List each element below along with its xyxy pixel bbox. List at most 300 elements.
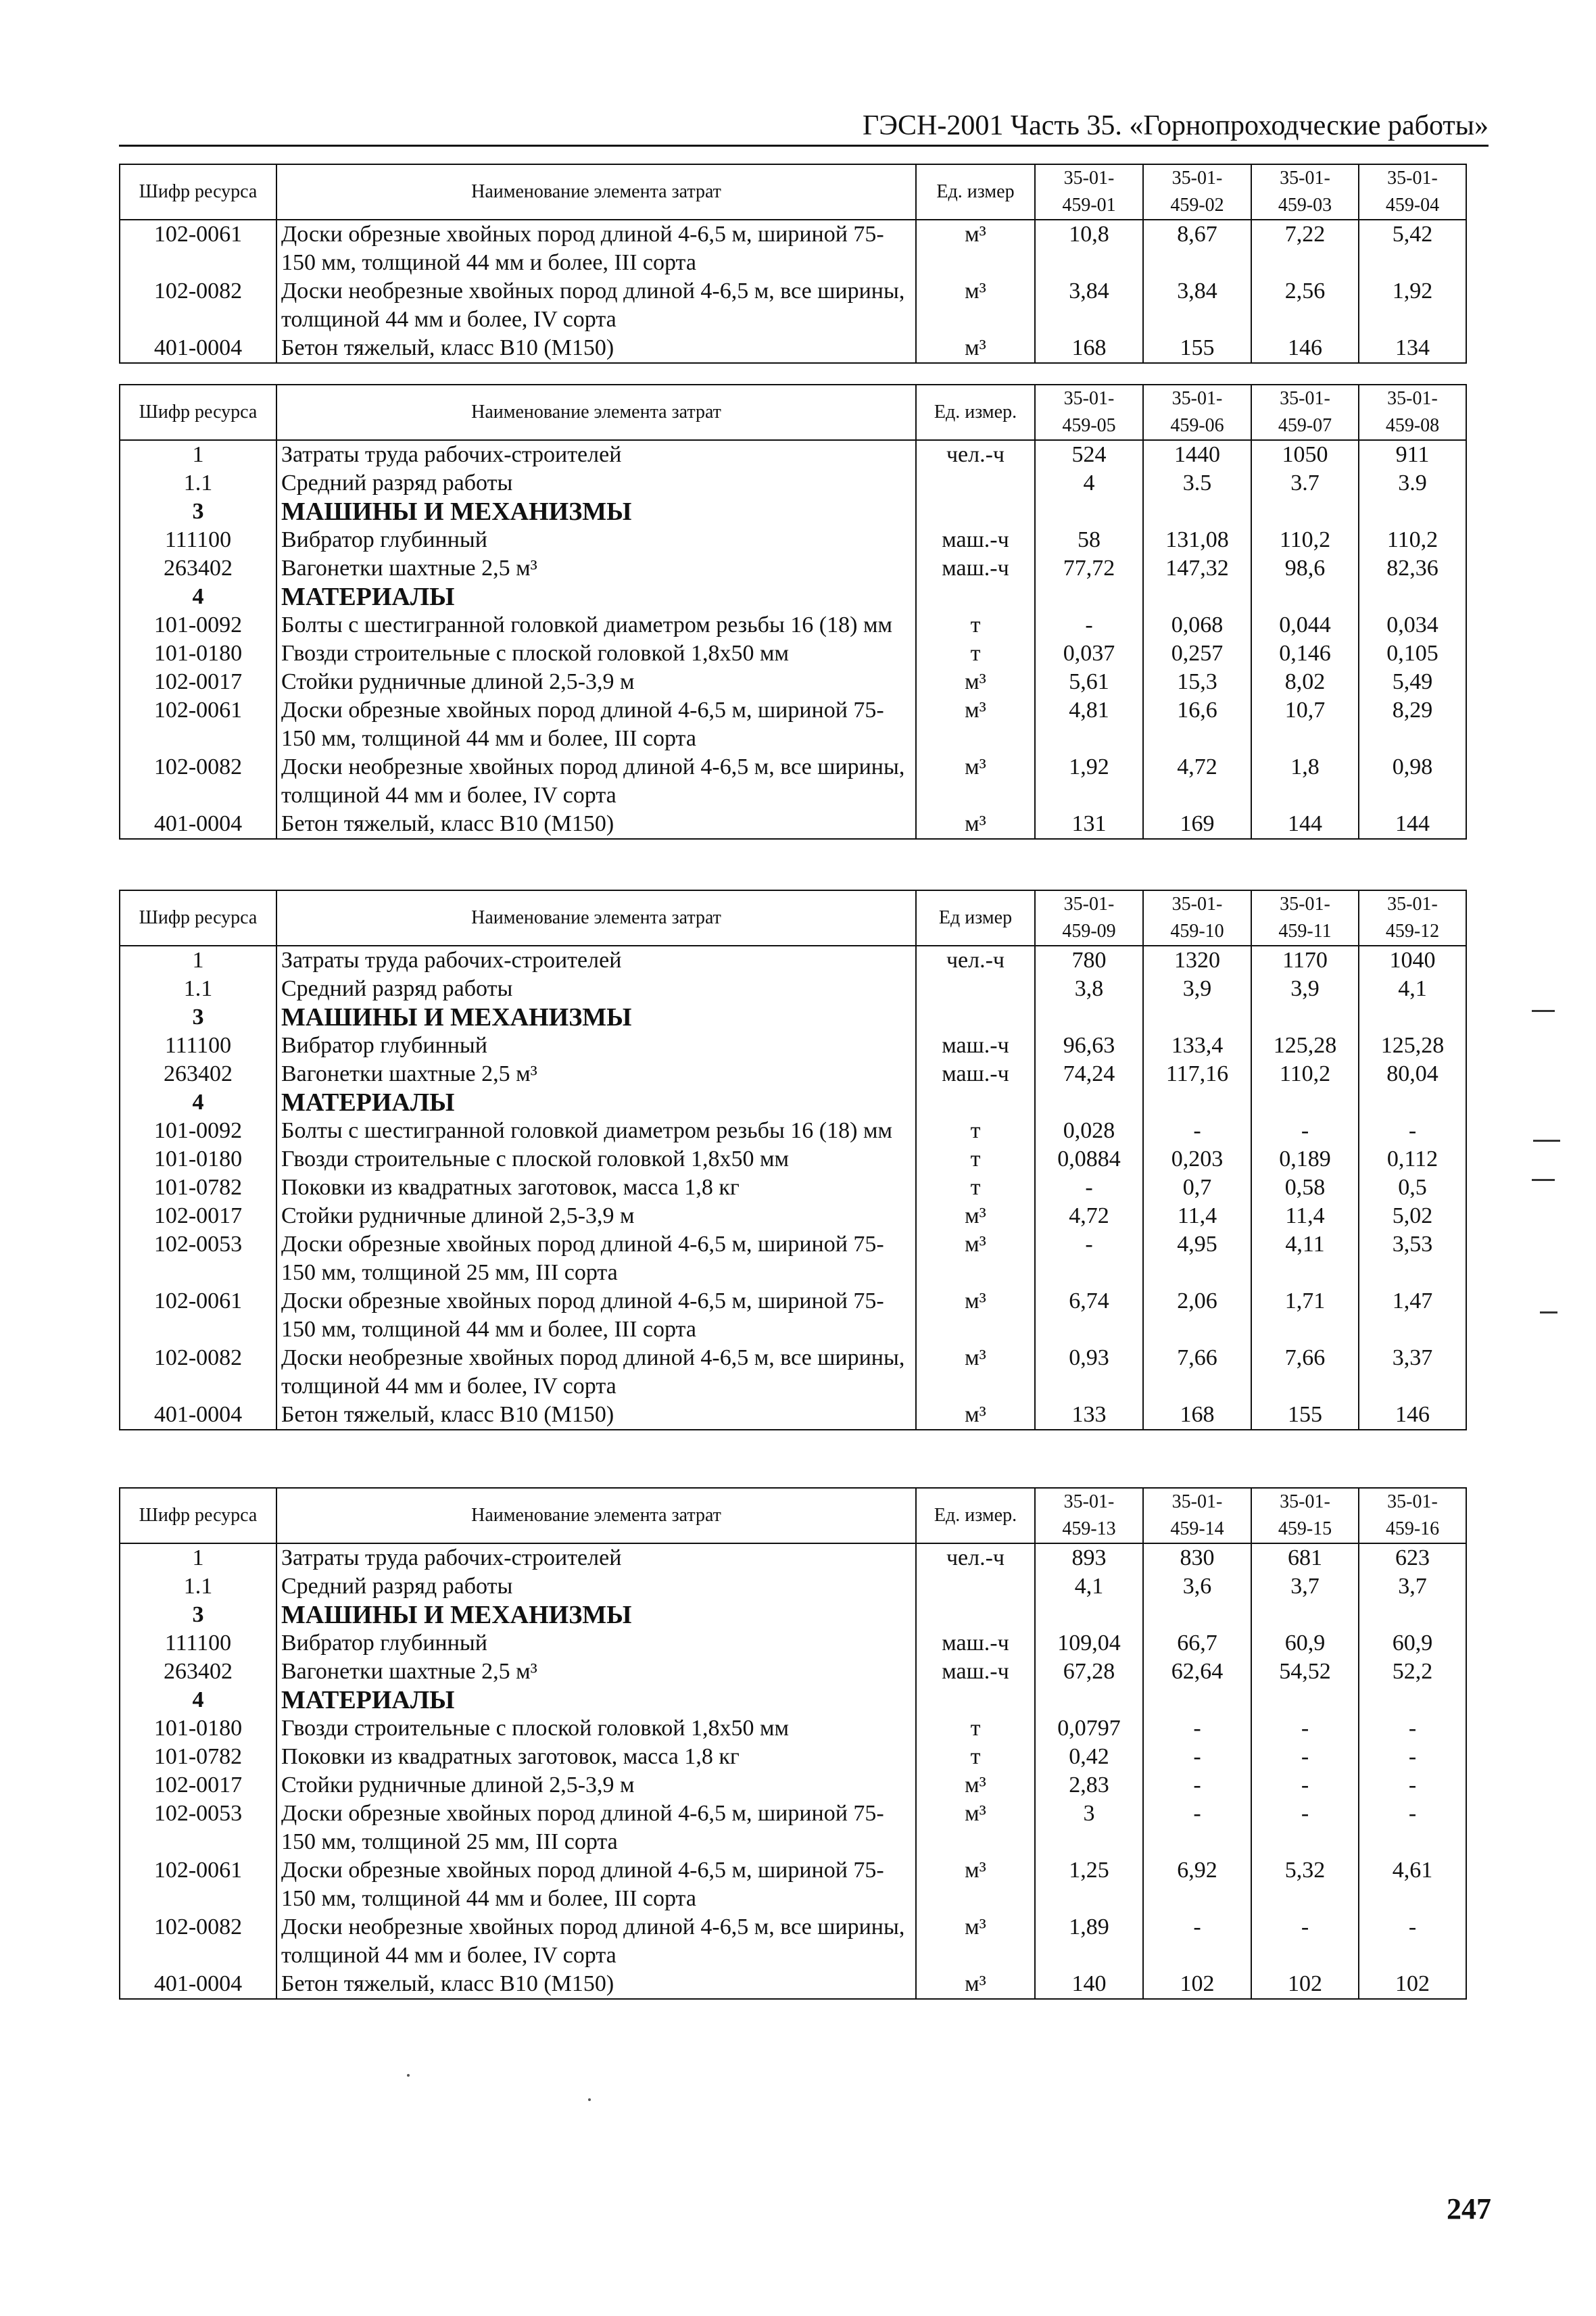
resource-table-2: [119, 384, 1467, 840]
resource-name-cell: Бетон тяжелый, класс В10 (М150): [276, 810, 916, 839]
value-cell: 3,84: [1143, 277, 1251, 334]
value-cell: 74,24: [1035, 1060, 1143, 1088]
value-cell: 125,28: [1251, 1032, 1359, 1060]
resource-code-cell: 263402: [120, 1658, 276, 1686]
value-cell: -: [1251, 1771, 1359, 1800]
value-cell: 4,61: [1359, 1856, 1466, 1913]
value-cell: [1143, 1088, 1251, 1117]
unit-cell: м³: [916, 1856, 1035, 1913]
resource-code-cell: 102-0061: [120, 696, 276, 753]
value-cell: 3,8: [1035, 975, 1143, 1003]
resource-name-cell: Поковки из квадратных заготовок, масса 1,8 кг: [276, 1174, 916, 1202]
unit-cell: м³: [916, 1970, 1035, 1999]
value-cell: -: [1359, 1913, 1466, 1970]
value-cell: 4,81: [1035, 696, 1143, 753]
value-cell: 60,9: [1359, 1629, 1466, 1658]
col-name-header: Наименование элемента затрат: [276, 385, 916, 440]
resource-name-cell: Затраты труда рабочих-строителей: [276, 440, 916, 469]
page-header: [119, 110, 1489, 147]
value-cell: 1040: [1359, 946, 1466, 975]
value-cell: 5,32: [1251, 1856, 1359, 1913]
table-row: [120, 1060, 1466, 1088]
col-name-header: Наименование элемента затрат: [276, 890, 916, 946]
resource-code-cell: 4: [120, 583, 276, 611]
value-cell: [1359, 1088, 1466, 1117]
table-row: [120, 1800, 1466, 1856]
value-cell: 3,7: [1251, 1572, 1359, 1601]
table-row: [120, 1287, 1466, 1344]
unit-cell: [916, 1686, 1035, 1714]
page-number: 247: [1447, 2192, 1491, 2225]
value-cell: -: [1143, 1800, 1251, 1856]
resource-code-cell: 111100: [120, 526, 276, 554]
unit-cell: м³: [916, 668, 1035, 696]
table-row: [120, 1543, 1466, 1572]
table-row: [120, 1088, 1466, 1117]
value-cell: 1,25: [1035, 1856, 1143, 1913]
value-cell: 1,47: [1359, 1287, 1466, 1344]
resource-code-cell: 3: [120, 498, 276, 526]
table-row: [120, 1145, 1466, 1174]
value-cell: 133: [1035, 1401, 1143, 1430]
value-cell: 66,7: [1143, 1629, 1251, 1658]
value-cell: 4,1: [1035, 1572, 1143, 1601]
value-cell: 5,02: [1359, 1202, 1466, 1230]
value-cell: 77,72: [1035, 554, 1143, 583]
value-cell: [1143, 583, 1251, 611]
table-row: [120, 1230, 1466, 1287]
resource-code-cell: 4: [120, 1686, 276, 1714]
value-cell: 2,56: [1251, 277, 1359, 334]
value-cell: 110,2: [1251, 526, 1359, 554]
value-cell: 10,8: [1035, 220, 1143, 277]
col-unit-header: Ед. измер.: [916, 385, 1035, 440]
value-cell: 1050: [1251, 440, 1359, 469]
resource-code-cell: 3: [120, 1003, 276, 1032]
resource-table-1: [119, 164, 1467, 364]
value-cell: [1359, 583, 1466, 611]
table-row: [120, 1344, 1466, 1401]
resource-name-cell: Доски обрезные хвойных пород длиной 4-6,5 м, шириной 75-150 мм, толщиной 25 мм, III сорта: [276, 1230, 916, 1287]
col-code-header-4: 35-01- 459-16: [1359, 1488, 1466, 1543]
value-cell: [1035, 583, 1143, 611]
table-row: [120, 1913, 1466, 1970]
resource-code-cell: 3: [120, 1601, 276, 1629]
resource-name-cell: Гвозди строительные с плоской головкой 1,8х50 мм: [276, 1145, 916, 1174]
table-row: [120, 1856, 1466, 1913]
resource-name-cell: Доски необрезные хвойных пород длиной 4-6,5 м, все ширины, толщиной 44 мм и более, IV сорта: [276, 277, 916, 334]
value-cell: 140: [1035, 1970, 1143, 1999]
value-cell: 3,37: [1359, 1344, 1466, 1401]
table-row: [120, 611, 1466, 640]
table-row: [120, 1658, 1466, 1686]
value-cell: 4,1: [1359, 975, 1466, 1003]
resource-code-cell: 263402: [120, 554, 276, 583]
unit-cell: м³: [916, 1287, 1035, 1344]
value-cell: 96,63: [1035, 1032, 1143, 1060]
resource-name-cell: Бетон тяжелый, класс В10 (М150): [276, 1970, 916, 1999]
value-cell: 0,028: [1035, 1117, 1143, 1145]
resource-code-cell: 101-0180: [120, 1714, 276, 1743]
table-row: [120, 1572, 1466, 1601]
col-code-header-4: 35-01- 459-08: [1359, 385, 1466, 440]
value-cell: 110,2: [1359, 526, 1466, 554]
table-row: [120, 810, 1466, 839]
scan-mark: [1532, 1179, 1555, 1181]
value-cell: 0,112: [1359, 1145, 1466, 1174]
col-code-header-2: 35-01- 459-06: [1143, 385, 1251, 440]
table-row: [120, 1032, 1466, 1060]
table-row: [120, 1003, 1466, 1032]
col-code-header-1: 35-01- 459-01: [1035, 164, 1143, 220]
unit-cell: [916, 1601, 1035, 1629]
resource-name-cell: Гвозди строительные с плоской головкой 1,8х50 мм: [276, 1714, 916, 1743]
value-cell: 0,034: [1359, 611, 1466, 640]
table-row: [120, 583, 1466, 611]
value-cell: 8,29: [1359, 696, 1466, 753]
value-cell: 16,6: [1143, 696, 1251, 753]
value-cell: -: [1251, 1800, 1359, 1856]
resource-code-cell: 102-0061: [120, 1287, 276, 1344]
resource-code-cell: 102-0017: [120, 1202, 276, 1230]
table-row: [120, 640, 1466, 668]
value-cell: 0,105: [1359, 640, 1466, 668]
resource-name-cell: Гвозди строительные с плоской головкой 1,8х50 мм: [276, 640, 916, 668]
value-cell: 102: [1359, 1970, 1466, 1999]
col-code-header-4: 35-01- 459-04: [1359, 164, 1466, 220]
value-cell: 0,42: [1035, 1743, 1143, 1771]
unit-cell: т: [916, 611, 1035, 640]
value-cell: 11,4: [1143, 1202, 1251, 1230]
resource-code-cell: 101-0092: [120, 611, 276, 640]
table-row: [120, 1771, 1466, 1800]
value-cell: 0,7: [1143, 1174, 1251, 1202]
value-cell: 3.9: [1359, 469, 1466, 498]
value-cell: 830: [1143, 1543, 1251, 1572]
unit-cell: [916, 1003, 1035, 1032]
value-cell: 54,52: [1251, 1658, 1359, 1686]
value-cell: 117,16: [1143, 1060, 1251, 1088]
section-title-cell: МАШИНЫ И МЕХАНИЗМЫ: [276, 498, 916, 526]
resource-name-cell: Доски обрезные хвойных пород длиной 4-6,5 м, шириной 75-150 мм, толщиной 44 мм и более, III сорта: [276, 696, 916, 753]
resource-name-cell: Доски необрезные хвойных пород длиной 4-6,5 м, все ширины, толщиной 44 мм и более, IV сорта: [276, 1344, 916, 1401]
table-row: [120, 1686, 1466, 1714]
value-cell: 82,36: [1359, 554, 1466, 583]
value-cell: 1,71: [1251, 1287, 1359, 1344]
unit-cell: т: [916, 1743, 1035, 1771]
unit-cell: чел.-ч: [916, 1543, 1035, 1572]
unit-cell: т: [916, 1145, 1035, 1174]
value-cell: 144: [1251, 810, 1359, 839]
value-cell: 144: [1359, 810, 1466, 839]
value-cell: 5,42: [1359, 220, 1466, 277]
resource-code-cell: 102-0017: [120, 668, 276, 696]
value-cell: 0,257: [1143, 640, 1251, 668]
value-cell: 911: [1359, 440, 1466, 469]
resource-code-cell: 102-0082: [120, 277, 276, 334]
resource-code-cell: 102-0053: [120, 1230, 276, 1287]
resource-name-cell: Вибратор глубинный: [276, 1629, 916, 1658]
table-row: [120, 753, 1466, 810]
resource-code-cell: 111100: [120, 1032, 276, 1060]
table-row: [120, 668, 1466, 696]
value-cell: 155: [1251, 1401, 1359, 1430]
value-cell: 1,8: [1251, 753, 1359, 810]
resource-table-4: [119, 1487, 1467, 2000]
unit-cell: м³: [916, 220, 1035, 277]
value-cell: 52,2: [1359, 1658, 1466, 1686]
col-unit-header: Ед измер: [916, 890, 1035, 946]
value-cell: 3,84: [1035, 277, 1143, 334]
value-cell: 1,89: [1035, 1913, 1143, 1970]
resource-name-cell: Доски необрезные хвойных пород длиной 4-6,5 м, все ширины, толщиной 44 мм и более, IV сорта: [276, 753, 916, 810]
col-code-header-3: 35-01- 459-07: [1251, 385, 1359, 440]
resource-code-cell: 1: [120, 946, 276, 975]
resource-code-cell: 101-0092: [120, 1117, 276, 1145]
resource-name-cell: Средний разряд работы: [276, 469, 916, 498]
value-cell: 62,64: [1143, 1658, 1251, 1686]
resource-name-cell: Доски необрезные хвойных пород длиной 4-6,5 м, все ширины, толщиной 44 мм и более, IV сорта: [276, 1913, 916, 1970]
resource-code-cell: 111100: [120, 1629, 276, 1658]
value-cell: 3,6: [1143, 1572, 1251, 1601]
value-cell: -: [1143, 1117, 1251, 1145]
resource-code-cell: 4: [120, 1088, 276, 1117]
unit-cell: маш.-ч: [916, 1629, 1035, 1658]
value-cell: 0,037: [1035, 640, 1143, 668]
resource-name-cell: Поковки из квадратных заготовок, масса 1,8 кг: [276, 1743, 916, 1771]
value-cell: 1,92: [1359, 277, 1466, 334]
unit-cell: м³: [916, 1344, 1035, 1401]
value-cell: 58: [1035, 526, 1143, 554]
col-code-header: Шифр ресурса: [120, 890, 276, 946]
value-cell: 623: [1359, 1543, 1466, 1572]
table-row: [120, 1601, 1466, 1629]
value-cell: 147,32: [1143, 554, 1251, 583]
value-cell: 4,95: [1143, 1230, 1251, 1287]
unit-cell: м³: [916, 810, 1035, 839]
scan-mark: [1532, 1010, 1555, 1012]
value-cell: 3.5: [1143, 469, 1251, 498]
scan-mark: [1540, 1311, 1557, 1313]
col-name-header: Наименование элемента затрат: [276, 164, 916, 220]
value-cell: 0,98: [1359, 753, 1466, 810]
section-title-cell: МАШИНЫ И МЕХАНИЗМЫ: [276, 1601, 916, 1629]
value-cell: 60,9: [1251, 1629, 1359, 1658]
table-row: [120, 220, 1466, 277]
value-cell: 109,04: [1035, 1629, 1143, 1658]
value-cell: [1035, 1003, 1143, 1032]
col-code-header-1: 35-01- 459-13: [1035, 1488, 1143, 1543]
resource-name-cell: Болты с шестигранной головкой диаметром резьбы 16 (18) мм: [276, 611, 916, 640]
unit-cell: чел.-ч: [916, 946, 1035, 975]
unit-cell: м³: [916, 753, 1035, 810]
resource-name-cell: Вагонетки шахтные 2,5 м³: [276, 554, 916, 583]
value-cell: 146: [1251, 334, 1359, 363]
value-cell: 155: [1143, 334, 1251, 363]
unit-cell: [916, 583, 1035, 611]
value-cell: 110,2: [1251, 1060, 1359, 1088]
value-cell: 8,02: [1251, 668, 1359, 696]
resource-name-cell: Вибратор глубинный: [276, 1032, 916, 1060]
col-unit-header: Ед. измер: [916, 164, 1035, 220]
table-row: [120, 1174, 1466, 1202]
value-cell: [1035, 1601, 1143, 1629]
value-cell: 10,7: [1251, 696, 1359, 753]
table-row: [120, 277, 1466, 334]
value-cell: 7,66: [1251, 1344, 1359, 1401]
col-name-header: Наименование элемента затрат: [276, 1488, 916, 1543]
resource-name-cell: Средний разряд работы: [276, 1572, 916, 1601]
col-code-header-3: 35-01- 459-03: [1251, 164, 1359, 220]
value-cell: [1359, 1686, 1466, 1714]
value-cell: [1251, 1003, 1359, 1032]
resource-name-cell: Стойки рудничные длиной 2,5-3,9 м: [276, 1771, 916, 1800]
value-cell: 524: [1035, 440, 1143, 469]
value-cell: 0,93: [1035, 1344, 1143, 1401]
value-cell: 1170: [1251, 946, 1359, 975]
col-code-header: Шифр ресурса: [120, 164, 276, 220]
table-row: [120, 498, 1466, 526]
unit-cell: т: [916, 1714, 1035, 1743]
value-cell: [1251, 1601, 1359, 1629]
value-cell: -: [1251, 1743, 1359, 1771]
value-cell: 0,189: [1251, 1145, 1359, 1174]
value-cell: 0,203: [1143, 1145, 1251, 1174]
value-cell: -: [1359, 1800, 1466, 1856]
resource-name-cell: Доски обрезные хвойных пород длиной 4-6,5 м, шириной 75-150 мм, толщиной 44 мм и более, III сорта: [276, 1856, 916, 1913]
col-code-header-2: 35-01- 459-10: [1143, 890, 1251, 946]
value-cell: 0,5: [1359, 1174, 1466, 1202]
value-cell: 3,53: [1359, 1230, 1466, 1287]
resource-code-cell: 401-0004: [120, 1401, 276, 1430]
unit-cell: м³: [916, 1202, 1035, 1230]
value-cell: -: [1143, 1913, 1251, 1970]
value-cell: 0,068: [1143, 611, 1251, 640]
value-cell: 80,04: [1359, 1060, 1466, 1088]
unit-cell: маш.-ч: [916, 554, 1035, 583]
col-code-header-1: 35-01- 459-05: [1035, 385, 1143, 440]
resource-code-cell: 102-0017: [120, 1771, 276, 1800]
value-cell: [1035, 1088, 1143, 1117]
resource-code-cell: 102-0082: [120, 753, 276, 810]
value-cell: -: [1359, 1714, 1466, 1743]
value-cell: -: [1251, 1714, 1359, 1743]
unit-cell: маш.-ч: [916, 1658, 1035, 1686]
value-cell: 3,9: [1143, 975, 1251, 1003]
unit-cell: [916, 469, 1035, 498]
col-code-header: Шифр ресурса: [120, 385, 276, 440]
unit-cell: [916, 1088, 1035, 1117]
value-cell: 134: [1359, 334, 1466, 363]
resource-name-cell: Бетон тяжелый, класс В10 (М150): [276, 334, 916, 363]
value-cell: 98,6: [1251, 554, 1359, 583]
resource-name-cell: Средний разряд работы: [276, 975, 916, 1003]
section-title-cell: МАШИНЫ И МЕХАНИЗМЫ: [276, 1003, 916, 1032]
resource-code-cell: 102-0061: [120, 220, 276, 277]
scan-dot: [407, 2074, 410, 2077]
resource-code-cell: 1.1: [120, 469, 276, 498]
value-cell: 1440: [1143, 440, 1251, 469]
value-cell: 5,49: [1359, 668, 1466, 696]
value-cell: 11,4: [1251, 1202, 1359, 1230]
value-cell: 4,72: [1035, 1202, 1143, 1230]
value-cell: 3: [1035, 1800, 1143, 1856]
value-cell: [1359, 1003, 1466, 1032]
value-cell: -: [1035, 1230, 1143, 1287]
value-cell: 168: [1143, 1401, 1251, 1430]
value-cell: 67,28: [1035, 1658, 1143, 1686]
value-cell: 0,0797: [1035, 1714, 1143, 1743]
table-row: [120, 696, 1466, 753]
col-code-header-4: 35-01- 459-12: [1359, 890, 1466, 946]
value-cell: [1035, 1686, 1143, 1714]
value-cell: [1251, 1088, 1359, 1117]
resource-name-cell: Доски обрезные хвойных пород длиной 4-6,5 м, шириной 75-150 мм, толщиной 44 мм и более, III сорта: [276, 1287, 916, 1344]
value-cell: 0,146: [1251, 640, 1359, 668]
value-cell: 8,67: [1143, 220, 1251, 277]
value-cell: [1359, 498, 1466, 526]
col-code-header: Шифр ресурса: [120, 1488, 276, 1543]
resource-code-cell: 101-0180: [120, 640, 276, 668]
value-cell: -: [1251, 1913, 1359, 1970]
table-row: [120, 1743, 1466, 1771]
table-row: [120, 1401, 1466, 1430]
unit-cell: т: [916, 640, 1035, 668]
table-row: [120, 440, 1466, 469]
value-cell: 169: [1143, 810, 1251, 839]
value-cell: 681: [1251, 1543, 1359, 1572]
value-cell: -: [1143, 1771, 1251, 1800]
unit-cell: [916, 498, 1035, 526]
col-code-header-2: 35-01- 459-02: [1143, 164, 1251, 220]
resource-name-cell: Затраты труда рабочих-строителей: [276, 946, 916, 975]
unit-cell: т: [916, 1117, 1035, 1145]
section-title-cell: МАТЕРИАЛЫ: [276, 583, 916, 611]
col-code-header-2: 35-01- 459-14: [1143, 1488, 1251, 1543]
resource-code-cell: 102-0061: [120, 1856, 276, 1913]
unit-cell: маш.-ч: [916, 1032, 1035, 1060]
unit-cell: т: [916, 1174, 1035, 1202]
unit-cell: м³: [916, 277, 1035, 334]
value-cell: [1143, 1003, 1251, 1032]
header-title: ГЭСН-2001 Часть 35. «Горнопроходческие работы»: [863, 110, 1489, 141]
value-cell: 15,3: [1143, 668, 1251, 696]
table-row: [120, 1202, 1466, 1230]
table-row: [120, 975, 1466, 1003]
scan-dot: [588, 2098, 591, 2101]
value-cell: 5,61: [1035, 668, 1143, 696]
value-cell: -: [1359, 1771, 1466, 1800]
resource-name-cell: Стойки рудничные длиной 2,5-3,9 м: [276, 668, 916, 696]
unit-cell: м³: [916, 1771, 1035, 1800]
value-cell: 2,83: [1035, 1771, 1143, 1800]
value-cell: 131: [1035, 810, 1143, 839]
unit-cell: [916, 975, 1035, 1003]
value-cell: 893: [1035, 1543, 1143, 1572]
table-row: [120, 469, 1466, 498]
scan-mark: [1533, 1140, 1560, 1142]
resource-name-cell: Доски обрезные хвойных пород длиной 4-6,5 м, шириной 75-150 мм, толщиной 25 мм, III сорта: [276, 1800, 916, 1856]
unit-cell: м³: [916, 696, 1035, 753]
value-cell: 3,7: [1359, 1572, 1466, 1601]
value-cell: -: [1035, 1174, 1143, 1202]
col-code-header-3: 35-01- 459-15: [1251, 1488, 1359, 1543]
value-cell: 7,22: [1251, 220, 1359, 277]
resource-name-cell: Затраты труда рабочих-строителей: [276, 1543, 916, 1572]
resource-name-cell: Вагонетки шахтные 2,5 м³: [276, 1060, 916, 1088]
value-cell: [1251, 498, 1359, 526]
value-cell: -: [1143, 1714, 1251, 1743]
